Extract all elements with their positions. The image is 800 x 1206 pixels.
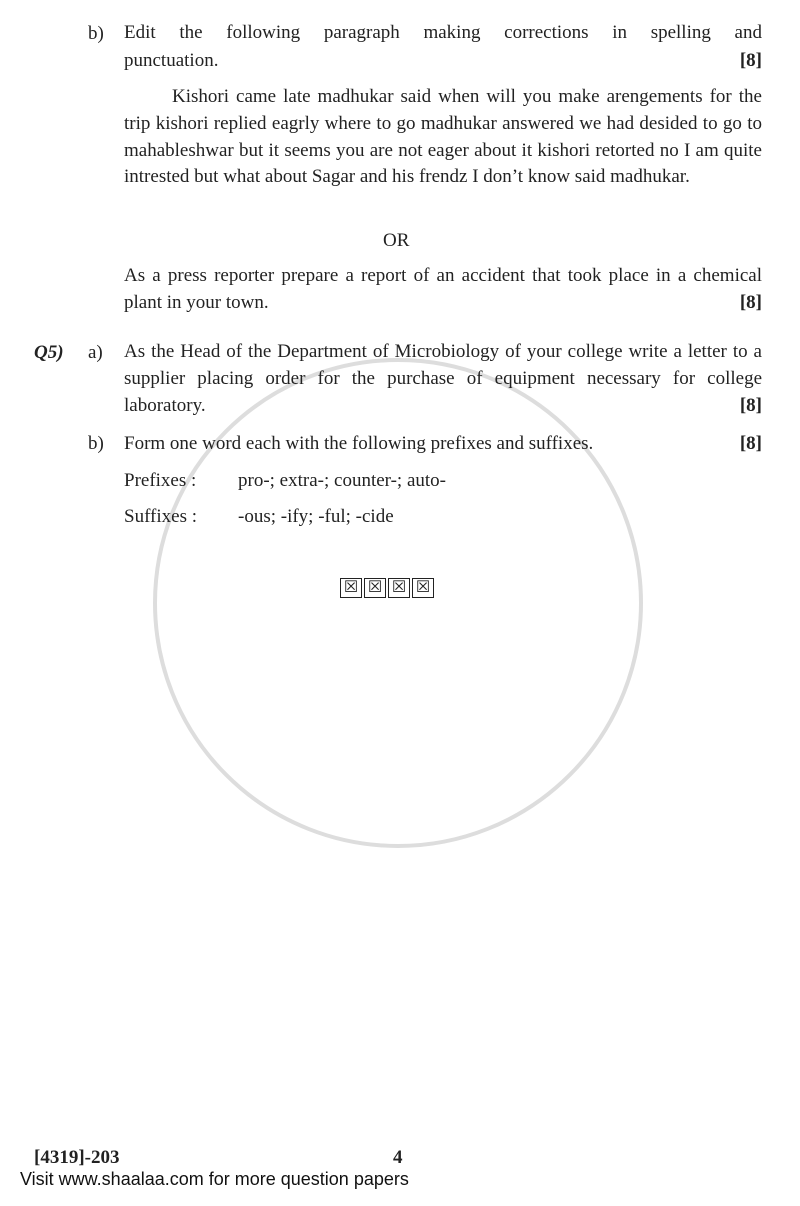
- q4b-alt-question: As a press reporter prepare a report of an accident that took place in a chemical plant in your town.: [124, 265, 762, 313]
- suffixes-list: -ous; -ify; -ful; -cide: [238, 506, 394, 527]
- q5b-marks: [8]: [739, 433, 762, 454]
- q5a-text: As the Head of the Department of Microbiology of your college write a letter to a supplier placing order for the purchase of equipment necessary for college laboratory.: [124, 341, 762, 416]
- prefixes-label: Prefixes :: [124, 470, 197, 491]
- q5a-label: a): [88, 342, 103, 363]
- q4b-line1: Edit the following paragraph making corrections in spelling and: [124, 22, 762, 43]
- cross-box-icon: ☒: [388, 578, 410, 598]
- suffixes-label: Suffixes :: [124, 506, 198, 527]
- cross-box-icon: ☒: [340, 578, 362, 598]
- cross-box-icon: ☒: [412, 578, 434, 598]
- q4b-alt-marks: [8]: [739, 291, 762, 313]
- q5b-label: b): [88, 433, 104, 454]
- q4b-marks: [8]: [739, 50, 762, 71]
- paper-code: [4319]-203: [34, 1147, 120, 1168]
- q4b-alt-block: [124, 263, 762, 317]
- or-separator: OR: [383, 230, 410, 251]
- page-number: 4: [393, 1147, 403, 1168]
- q4b-paragraph: Kishori came late madhukar said when will you make arengements for the trip kishori replied eagrly where to go madhukar answered we had desided to go to mahableshwar but it seems you are not eager about it kishori retorted no I am quite intrested but what about Sagar and his frendz I don’t know said madhukar.: [124, 86, 762, 188]
- prefixes-list: pro-; extra-; counter-; auto-: [238, 470, 446, 491]
- q5a-block: [124, 339, 762, 419]
- q4b-line2: punctuation.: [124, 50, 219, 71]
- q5b-text: Form one word each with the following prefixes and suffixes.: [124, 433, 594, 454]
- q5-number: Q5): [34, 342, 64, 363]
- visit-link[interactable]: Visit www.shaalaa.com for more question papers: [20, 1169, 409, 1189]
- q4b-label: b): [88, 23, 104, 44]
- cross-box-icon: ☒: [364, 578, 386, 598]
- q5a-marks: [8]: [739, 394, 762, 416]
- end-of-paper-marks: [340, 578, 434, 598]
